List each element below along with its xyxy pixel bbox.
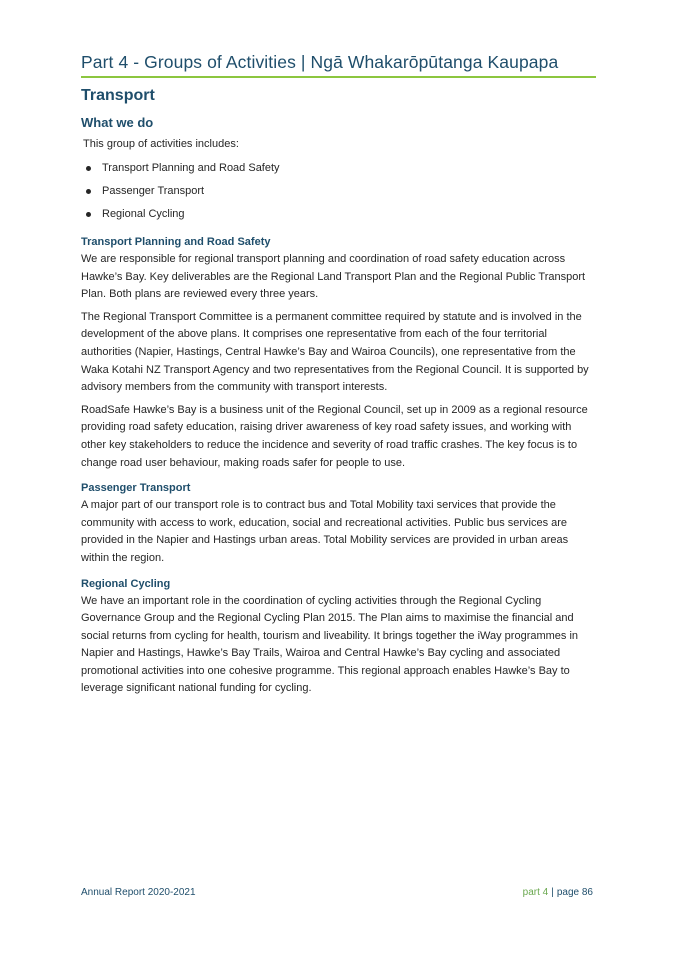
section-heading: Regional Cycling (81, 577, 171, 590)
section-title: Transport (81, 87, 155, 104)
footer-report-title: Annual Report 2020-2021 (81, 887, 196, 898)
footer-separator: | (551, 887, 554, 898)
list-item (83, 207, 280, 230)
section-heading: Passenger Transport (81, 482, 191, 495)
section-planning (81, 234, 597, 472)
footer-page-number: page 86 (556, 887, 593, 898)
bullet-icon (86, 189, 91, 194)
main-content (81, 234, 597, 706)
footer-part: part 4 (522, 887, 549, 898)
list-item (83, 184, 280, 207)
section-heading: Transport Planning and Road Safety (81, 236, 271, 248)
paragraph: RoadSafe Hawke’s Bay is a business unit of the Regional Council, set up in 2009 as a regional resource providing road safety education, raising driver awareness of key road safety issues, and working with other key stakeholders to reduce the incidence and severity of road traffic crashes. The key focus is to change road user behaviour, making roads safer for people to use. (81, 403, 588, 469)
section-cycling (81, 576, 597, 699)
paragraph: The Regional Transport Committee is a permanent committee required by statute and is involved in the development of the above plans. It comprises one representative from each of the four territorial authorities (Napier, Hastings, Central Hawke’s Bay and Wairoa Councils), one representative from the Waka Kotahi NZ Transport Agency and two representatives from the Regional Council. It is supported by advisory members from the community with transport interests. (81, 310, 589, 394)
part-title: Part 4 - Groups of Activities | Ngā Whakarōpūtanga Kaupapa (81, 52, 559, 72)
paragraph: A major part of our transport role is to contract bus and Total Mobility taxi services that provide the community with access to work, education, social and recreational activities. Public bus services are provided in the Napier and Hastings urban areas. Total Mobility services are provided in urban areas within the region. (81, 499, 569, 564)
list-item-text: Passenger Transport (102, 185, 205, 197)
header-divider (81, 76, 596, 78)
list-item-text: Transport Planning and Road Safety (102, 162, 280, 174)
list-item (83, 161, 280, 184)
paragraph: We have an important role in the coordination of cycling activities through the Regional Cycling Governance Group and the Regional Cycling Plan 2015. The Plan aims to maximise the financial and social returns from cycling for health, tourism and liveability. It brings together the iWay programmes in Napier and Hastings, Hawke’s Bay Trails, Wairoa and Central Hawke’s Bay cycling and associated promotional activities into one cohesive programme. This regional approach enables Hawke’s Bay to leverage significant national funding for cycling. (81, 594, 579, 695)
bullet-icon (86, 166, 91, 171)
section-passenger (81, 480, 597, 567)
paragraph: We are responsible for regional transport planning and coordination of road safety education across Hawke’s Bay. Key deliverables are the Regional Land Transport Plan and the Regional Public Transport Plan. Both plans are reviewed every three years. (81, 253, 586, 301)
footer-page-info (523, 887, 593, 898)
intro-text: This group of activities includes: (83, 138, 239, 150)
activities-list (83, 161, 280, 230)
subsection-title: What we do (81, 115, 154, 130)
list-item-text: Regional Cycling (102, 208, 185, 220)
bullet-icon (86, 212, 91, 217)
